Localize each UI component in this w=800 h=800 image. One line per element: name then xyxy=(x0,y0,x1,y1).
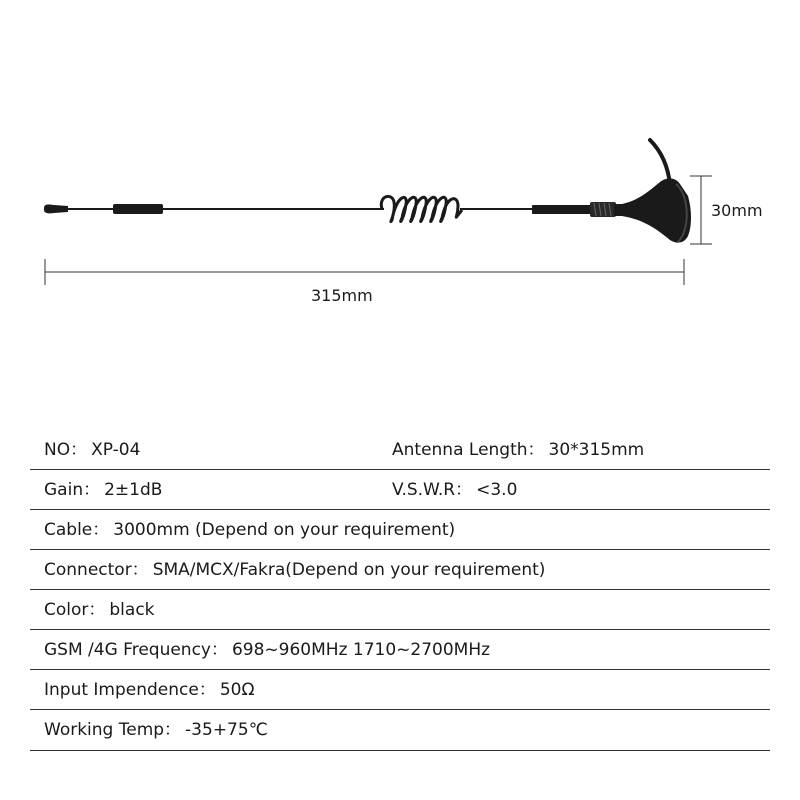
spec-row-gain-vswr xyxy=(30,470,770,510)
spec-no xyxy=(44,430,140,470)
spec-cable xyxy=(44,510,455,550)
spec-gain-value: 2±1dB xyxy=(104,480,163,500)
spec-vswr-label: V.S.W.R： xyxy=(392,480,473,500)
spec-connector-label: Connector： xyxy=(44,560,149,580)
spec-no-label: NO： xyxy=(44,440,88,460)
spec-row-temp xyxy=(30,710,770,751)
height-dimension xyxy=(690,176,712,244)
antenna-cable xyxy=(650,140,670,185)
spec-row-connector xyxy=(30,550,770,590)
spec-no-value: XP-04 xyxy=(91,440,141,460)
antenna-barrel xyxy=(532,205,592,214)
spec-antenna-length-value: 30*315mm xyxy=(548,440,645,460)
spec-connector-value: SMA/MCX/Fakra(Depend on your requirement) xyxy=(152,560,546,580)
spec-connector xyxy=(44,550,545,590)
spec-antenna-length xyxy=(392,430,644,470)
spec-row-color xyxy=(30,590,770,630)
spec-impedance-value: 50Ω xyxy=(219,680,255,700)
spec-temp xyxy=(44,710,268,750)
spec-table xyxy=(30,430,770,751)
spec-temp-value: -35+75℃ xyxy=(185,720,268,740)
length-dimension xyxy=(45,259,684,285)
spec-impedance-label: Input Impendence： xyxy=(44,680,216,700)
antenna-tip xyxy=(44,204,68,213)
spec-color-value: black xyxy=(109,600,155,620)
spec-cable-label: Cable： xyxy=(44,520,110,540)
antenna-sleeve xyxy=(113,204,163,214)
spec-gain xyxy=(44,470,162,510)
antenna-diagram xyxy=(0,0,800,330)
spec-color-label: Color： xyxy=(44,600,106,620)
spec-temp-label: Working Temp： xyxy=(44,720,182,740)
spec-antenna-length-label: Antenna Length： xyxy=(392,440,545,460)
spec-row-cable xyxy=(30,510,770,550)
spec-frequency-value: 698~960MHz 1710~2700MHz xyxy=(231,640,491,660)
spec-row-no-length xyxy=(30,430,770,470)
spec-color xyxy=(44,590,155,630)
spec-vswr xyxy=(392,470,517,510)
spec-vswr-value: <3.0 xyxy=(476,480,518,500)
spec-frequency xyxy=(44,630,490,670)
height-dimension-label: 30mm xyxy=(711,201,763,220)
spec-frequency-label: GSM /4G Frequency： xyxy=(44,640,228,660)
spec-gain-label: Gain： xyxy=(44,480,101,500)
spec-row-frequency xyxy=(30,630,770,670)
spec-row-impedance xyxy=(30,670,770,710)
antenna-coil xyxy=(381,196,462,221)
spec-cable-value: 3000mm (Depend on your requirement) xyxy=(113,520,456,540)
spec-impedance xyxy=(44,670,254,710)
length-dimension-label: 315mm xyxy=(311,286,373,305)
